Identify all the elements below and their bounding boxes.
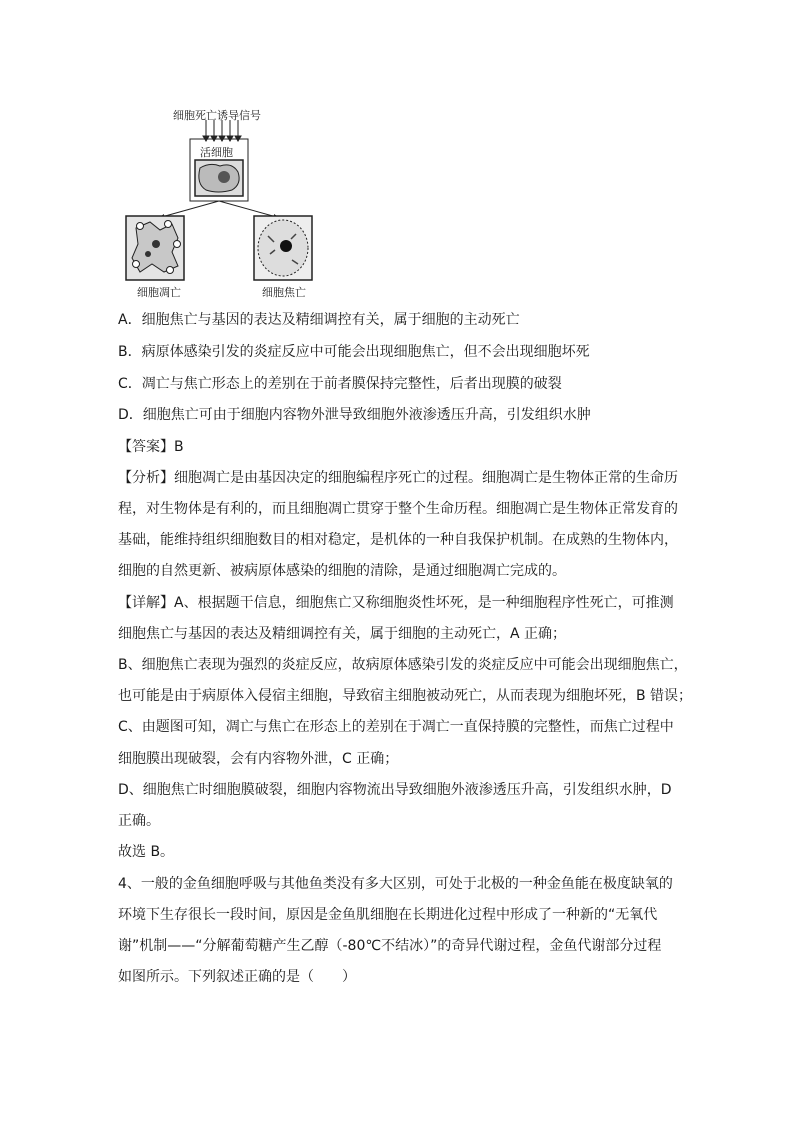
detail-line-2: 细胞焦亡与基因的表达及精细调控有关，属于细胞的主动死亡，A 正确；	[118, 626, 567, 642]
detail-line-9: 故选 B。	[118, 844, 175, 860]
detail-line-4: 也可能是由于病原体入侵宿主细胞，导致宿主细胞被动死亡，从而表现为细胞坏死，B 错误；	[118, 688, 693, 704]
cell-death-figure	[120, 104, 320, 304]
detail-line-1: 【详解】A、根据题干信息，细胞焦亡又称细胞炎性坏死，是一种细胞程序性死亡，可推测	[118, 595, 674, 611]
option-a: A．细胞焦亡与基因的表达及精细调控有关，属于细胞的主动死亡	[118, 312, 520, 328]
figure-pyroptosis-label: 细胞焦亡	[262, 286, 306, 299]
figure-live-cell-label: 活细胞	[200, 146, 233, 159]
signal-arrows	[203, 120, 241, 141]
question4-line-2: 环境下生存很长一段时间，原因是金鱼肌细胞在长期进化过程中形成了一种新的“无氧代	[118, 907, 658, 923]
detail-line-7: D、细胞焦亡时细胞膜破裂，细胞内容物流出导致细胞外液渗透压升高，引发组织水肿，D	[118, 782, 672, 798]
figure-apoptosis-label: 细胞凋亡	[137, 286, 181, 299]
detail-line-8: 正确。	[118, 813, 160, 829]
analysis-line-4: 细胞的自然更新、被病原体感染的细胞的清除，是通过细胞凋亡完成的。	[118, 563, 566, 579]
question4-line-1: 4、一般的金鱼细胞呼吸与其他鱼类没有多大区别，可处于北极的一种金鱼能在极度缺氧的	[118, 876, 673, 892]
answer-line: 【答案】B	[118, 439, 184, 455]
cell-death-diagram	[120, 104, 320, 304]
figure-signal-label: 细胞死亡诱导信号	[173, 109, 261, 122]
option-b: B．病原体感染引发的炎症反应中可能会出现细胞焦亡，但不会出现细胞坏死	[118, 344, 590, 360]
detail-line-5: C、由题图可知，凋亡与焦亡在形态上的差别在于凋亡一直保持膜的完整性，而焦亡过程中	[118, 719, 674, 735]
option-d: D．细胞焦亡可由于细胞内容物外泄导致细胞外液渗透压升高，引发组织水肿	[118, 407, 591, 423]
question4-line-4: 如图所示。下列叙述正确的是（ ）	[118, 969, 356, 985]
analysis-line-3: 基础，能维持组织细胞数目的相对稳定，是机体的一种自我保护机制。在成熟的生物体内，	[118, 532, 678, 548]
detail-line-3: B、细胞焦亡表现为强烈的炎症反应，故病原体感染引发的炎症反应中可能会出现细胞焦亡，	[118, 657, 688, 673]
question4-line-3: 谢”机制——“分解葡萄糖产生乙醇（-80℃不结冰）”的奇异代谢过程，金鱼代谢部分过程	[118, 938, 662, 954]
analysis-line-2: 程，对生物体是有利的，而且细胞凋亡贯穿于整个生命历程。细胞凋亡是生物体正常发育的	[118, 501, 678, 517]
analysis-line-1: 【分析】细胞凋亡是由基因决定的细胞编程序死亡的过程。细胞凋亡是生物体正常的生命历	[118, 470, 678, 486]
option-c: C．凋亡与焦亡形态上的差别在于前者膜保持完整性，后者出现膜的破裂	[118, 376, 562, 392]
detail-line-6: 细胞膜出现破裂，会有内容物外泄，C 正确；	[118, 751, 399, 767]
